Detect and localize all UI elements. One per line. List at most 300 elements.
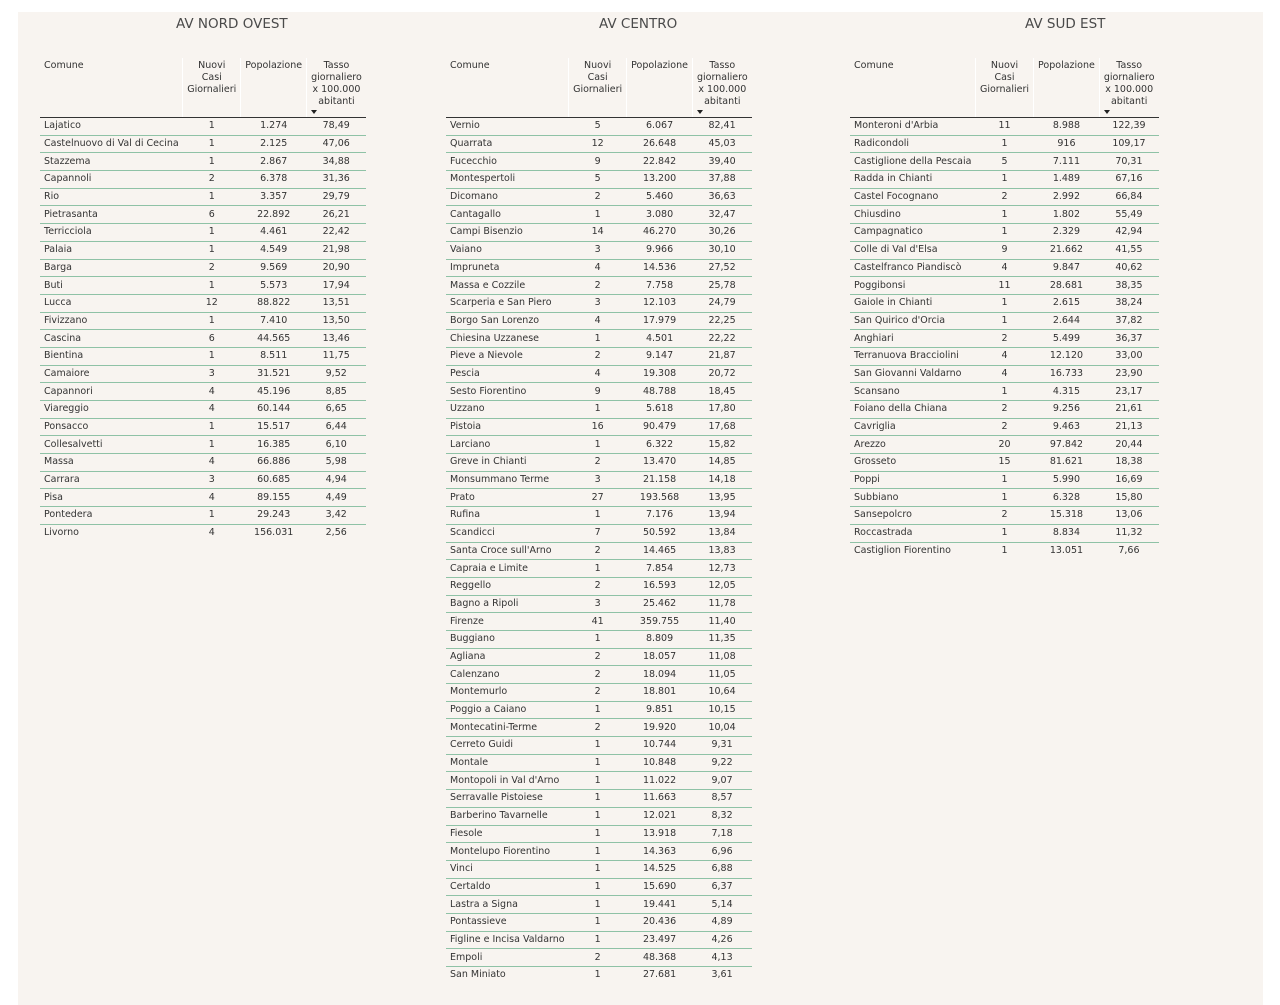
popolazione-cell: 60.144 <box>241 401 307 419</box>
nuovi-casi-cell: 1 <box>569 807 627 825</box>
nuovi-casi-cell: 2 <box>975 418 1033 436</box>
section-title: AV NORD OVEST <box>176 16 288 32</box>
nuovi-casi-cell: 2 <box>569 188 627 206</box>
popolazione-cell: 25.462 <box>627 595 693 613</box>
tasso-cell: 3,42 <box>307 507 366 525</box>
table-row <box>850 418 1159 436</box>
comune-cell: Massa e Cozzile <box>446 277 569 295</box>
comune-cell: Colle di Val d'Elsa <box>850 241 975 259</box>
nuovi-casi-cell: 2 <box>975 507 1033 525</box>
table-row <box>40 507 366 525</box>
sort-descending-icon[interactable] <box>311 110 317 114</box>
comune-cell: San Giovanni Valdarno <box>850 365 975 383</box>
popolazione-cell: 1.802 <box>1034 206 1100 224</box>
comune-cell: Montecatini-Terme <box>446 719 569 737</box>
tasso-cell: 21,61 <box>1099 401 1158 419</box>
comune-cell: Barberino Tavarnelle <box>446 807 569 825</box>
comune-cell: Montopoli in Val d'Arno <box>446 772 569 790</box>
comune-cell: Firenze <box>446 613 569 631</box>
comune-cell: Castiglione della Pescaia <box>850 153 975 171</box>
nuovi-casi-cell: 1 <box>569 913 627 931</box>
table-row <box>850 330 1159 348</box>
popolazione-cell: 14.465 <box>627 542 693 560</box>
tasso-cell: 5,98 <box>307 454 366 472</box>
tasso-cell: 12,73 <box>692 560 751 578</box>
nuovi-casi-cell: 2 <box>569 577 627 595</box>
comune-cell: Pistoia <box>446 418 569 436</box>
tasso-cell: 3,61 <box>711 969 733 981</box>
tasso-cell: 2,56 <box>325 527 347 539</box>
popolazione-cell: 12.103 <box>627 294 693 312</box>
table-row <box>40 277 366 295</box>
tasso-cell: 24,79 <box>692 294 751 312</box>
table-row <box>446 489 752 507</box>
comune-cell: Pietrasanta <box>40 206 183 224</box>
nuovi-casi-cell: 1 <box>183 277 241 295</box>
tasso-cell: 12,05 <box>692 577 751 595</box>
table-row <box>850 118 1159 136</box>
comune-cell: Sesto Fiorentino <box>446 383 569 401</box>
comune-cell: San Quirico d'Orcia <box>850 312 975 330</box>
nuovi-casi-cell: 2 <box>569 684 627 702</box>
tasso-cell: 39,40 <box>692 153 751 171</box>
table-row <box>446 825 752 843</box>
comune-cell: Cerreto Guidi <box>446 737 569 755</box>
table-row <box>446 878 752 896</box>
table-row <box>446 383 752 401</box>
table-row <box>446 347 752 365</box>
comune-cell: Buti <box>40 277 183 295</box>
table-row <box>40 294 366 312</box>
popolazione-cell: 15.690 <box>627 878 693 896</box>
table-row <box>446 294 752 312</box>
popolazione-cell: 6.328 <box>1034 489 1100 507</box>
table-row <box>40 401 366 419</box>
nuovi-casi-cell: 4 <box>569 259 627 277</box>
table-row <box>850 507 1159 525</box>
nuovi-casi-cell: 1 <box>569 630 627 648</box>
popolazione-cell: 3.357 <box>241 188 307 206</box>
comune-cell: Cascina <box>40 330 183 348</box>
nuovi-casi-cell: 7 <box>569 524 627 542</box>
comune-cell: Monsummano Terme <box>446 471 569 489</box>
table-row <box>446 401 752 419</box>
comune-cell: Lajatico <box>40 118 183 136</box>
table-row <box>850 259 1159 277</box>
tasso-cell: 6,37 <box>692 878 751 896</box>
popolazione-cell: 5.573 <box>241 277 307 295</box>
comune-cell: Roccastrada <box>850 524 975 542</box>
comune-cell: Figline e Incisa Valdarno <box>446 931 569 949</box>
popolazione-cell: 15.318 <box>1034 507 1100 525</box>
tasso-cell: 13,50 <box>307 312 366 330</box>
tasso-cell: 13,84 <box>692 524 751 542</box>
popolazione-cell: 5.499 <box>1034 330 1100 348</box>
tasso-cell: 7,66 <box>1118 544 1140 556</box>
tasso-cell: 6,10 <box>307 436 366 454</box>
nuovi-casi-cell: 15 <box>975 454 1033 472</box>
column-header-popolazione[interactable]: Popolazione <box>241 58 307 118</box>
table-row <box>446 188 752 206</box>
tasso-cell: 38,24 <box>1099 294 1158 312</box>
tasso-cell: 18,45 <box>692 383 751 401</box>
table-row <box>446 790 752 808</box>
tasso-cell: 11,08 <box>692 648 751 666</box>
nuovi-casi-cell: 5 <box>569 118 627 136</box>
tasso-cell: 16,69 <box>1099 471 1158 489</box>
popolazione-cell: 6.067 <box>627 118 693 136</box>
tasso-cell: 14,85 <box>692 454 751 472</box>
nuovi-casi-cell: 1 <box>975 294 1033 312</box>
popolazione-cell: 916 <box>1034 135 1100 153</box>
comune-cell: Lastra a Signa <box>446 896 569 914</box>
comune-cell: Serravalle Pistoiese <box>446 790 569 808</box>
tasso-cell: 55,49 <box>1099 206 1158 224</box>
nuovi-casi-cell: 4 <box>975 365 1033 383</box>
popolazione-cell: 1.489 <box>1034 171 1100 189</box>
popolazione-cell: 10.848 <box>627 754 693 772</box>
tasso-cell: 40,62 <box>1099 259 1158 277</box>
nuovi-casi-cell: 1 <box>975 471 1033 489</box>
comune-cell: Campagnatico <box>850 224 975 242</box>
table-body <box>850 118 1159 560</box>
tasso-cell: 27,52 <box>692 259 751 277</box>
popolazione-cell: 2.992 <box>1034 188 1100 206</box>
table-row <box>446 684 752 702</box>
table-row <box>446 418 752 436</box>
tasso-cell: 18,38 <box>1099 454 1158 472</box>
popolazione-cell: 19.308 <box>627 365 693 383</box>
popolazione-cell: 4.501 <box>627 330 693 348</box>
column-header-tasso[interactable] <box>1099 58 1158 118</box>
nuovi-casi-cell: 2 <box>569 666 627 684</box>
popolazione-cell: 21.158 <box>627 471 693 489</box>
nuovi-casi-cell: 3 <box>569 471 627 489</box>
table-row <box>850 524 1159 542</box>
popolazione-cell: 8.834 <box>1034 524 1100 542</box>
table-row <box>850 401 1159 419</box>
table-row <box>446 595 752 613</box>
popolazione-cell: 9.569 <box>241 259 307 277</box>
sort-descending-icon[interactable] <box>697 110 703 114</box>
nuovi-casi-cell: 1 <box>569 860 627 878</box>
popolazione-cell: 22.892 <box>241 206 307 224</box>
comune-cell: Terranuova Bracciolini <box>850 347 975 365</box>
tasso-cell: 36,63 <box>692 188 751 206</box>
column-header-comune[interactable]: Comune <box>850 58 975 118</box>
column-header-nuovi-casi[interactable]: Nuovi Casi Giornalieri <box>569 58 627 118</box>
nuovi-casi-cell: 2 <box>569 347 627 365</box>
nuovi-casi-cell: 4 <box>975 347 1033 365</box>
comune-cell: Vinci <box>446 860 569 878</box>
tasso-cell: 30,26 <box>692 224 751 242</box>
comune-cell: Radicondoli <box>850 135 975 153</box>
tasso-cell: 8,57 <box>692 790 751 808</box>
comune-cell: San Miniato <box>450 969 506 981</box>
tasso-cell: 29,79 <box>307 188 366 206</box>
popolazione-cell: 48.788 <box>627 383 693 401</box>
table-row <box>40 471 366 489</box>
column-header-popolazione[interactable]: Popolazione <box>627 58 693 118</box>
tasso-cell: 11,78 <box>692 595 751 613</box>
table-row <box>850 489 1159 507</box>
comune-cell: Camaiore <box>40 365 183 383</box>
table-row <box>446 648 752 666</box>
comune-cell: Bientina <box>40 347 183 365</box>
popolazione-cell: 359.755 <box>627 613 693 631</box>
popolazione-cell: 2.125 <box>241 135 307 153</box>
comune-cell: Agliana <box>446 648 569 666</box>
comune-cell: Pescia <box>446 365 569 383</box>
comune-cell: Poppi <box>850 471 975 489</box>
comune-cell: Fiesole <box>446 825 569 843</box>
popolazione-cell: 11.022 <box>627 772 693 790</box>
popolazione-cell: 18.094 <box>627 666 693 684</box>
nuovi-casi-cell: 1 <box>569 330 627 348</box>
nuovi-casi-cell: 1 <box>594 969 601 981</box>
nuovi-casi-cell: 1 <box>569 772 627 790</box>
popolazione-cell: 9.966 <box>627 241 693 259</box>
popolazione-cell: 22.842 <box>627 153 693 171</box>
table-row <box>40 206 366 224</box>
table-row <box>446 259 752 277</box>
popolazione-cell: 12.120 <box>1034 347 1100 365</box>
table-row <box>446 118 752 136</box>
nuovi-casi-cell: 1 <box>183 507 241 525</box>
column-header-tasso-label: Tasso giornaliero x 100.000 abitanti <box>1103 60 1155 107</box>
table-row <box>446 931 752 949</box>
comune-cell: Fucecchio <box>446 153 569 171</box>
tasso-cell: 37,82 <box>1099 312 1158 330</box>
table-row <box>446 719 752 737</box>
column-header-popolazione[interactable]: Popolazione <box>1034 58 1100 118</box>
nuovi-casi-cell: 1 <box>569 507 627 525</box>
table-row <box>446 701 752 719</box>
nuovi-casi-cell: 1 <box>183 188 241 206</box>
comune-cell: Campi Bisenzio <box>446 224 569 242</box>
tasso-cell: 36,37 <box>1099 330 1158 348</box>
popolazione-cell: 13.918 <box>627 825 693 843</box>
popolazione-cell: 16.385 <box>241 436 307 454</box>
column-header-nuovi-casi[interactable]: Nuovi Casi Giornalieri <box>183 58 241 118</box>
nuovi-casi-cell: 2 <box>569 542 627 560</box>
nuovi-casi-cell: 6 <box>183 206 241 224</box>
table-row <box>850 312 1159 330</box>
table-row <box>446 613 752 631</box>
table-row <box>446 135 752 153</box>
table-row <box>850 365 1159 383</box>
nuovi-casi-cell: 2 <box>975 401 1033 419</box>
popolazione-cell: 50.592 <box>627 524 693 542</box>
table-av-nord-ovest <box>40 58 366 542</box>
nuovi-casi-cell: 3 <box>569 294 627 312</box>
tasso-cell: 8,85 <box>307 383 366 401</box>
popolazione-cell: 14.536 <box>627 259 693 277</box>
table-row <box>850 188 1159 206</box>
tasso-cell: 13,83 <box>692 542 751 560</box>
popolazione-cell: 4.315 <box>1034 383 1100 401</box>
comune-cell: Rufina <box>446 507 569 525</box>
popolazione-cell: 26.648 <box>627 135 693 153</box>
column-header-comune[interactable]: Comune <box>40 58 183 118</box>
comune-cell: Collesalvetti <box>40 436 183 454</box>
tasso-cell: 7,18 <box>692 825 751 843</box>
comune-cell: Larciano <box>446 436 569 454</box>
tasso-cell: 13,94 <box>692 507 751 525</box>
comune-cell: Palaia <box>40 241 183 259</box>
nuovi-casi-cell: 41 <box>569 613 627 631</box>
popolazione-cell: 16.733 <box>1034 365 1100 383</box>
table-row <box>446 967 752 984</box>
nuovi-casi-cell: 4 <box>208 527 215 539</box>
tasso-cell: 26,21 <box>307 206 366 224</box>
table-row <box>40 224 366 242</box>
nuovi-casi-cell: 4 <box>975 259 1033 277</box>
column-header-nuovi-casi[interactable]: Nuovi Casi Giornalieri <box>975 58 1033 118</box>
table-row <box>446 454 752 472</box>
popolazione-cell: 28.681 <box>1034 277 1100 295</box>
tasso-cell: 33,00 <box>1099 347 1158 365</box>
table-row <box>40 241 366 259</box>
nuovi-casi-cell: 1 <box>975 489 1033 507</box>
tasso-cell: 6,44 <box>307 418 366 436</box>
table-row <box>40 454 366 472</box>
tasso-cell: 21,98 <box>307 241 366 259</box>
tasso-cell: 5,14 <box>692 896 751 914</box>
table-row <box>446 896 752 914</box>
nuovi-casi-cell: 16 <box>569 418 627 436</box>
tasso-cell: 17,94 <box>307 277 366 295</box>
popolazione-cell: 13.470 <box>627 454 693 472</box>
comune-cell: Dicomano <box>446 188 569 206</box>
tasso-cell: 17,80 <box>692 401 751 419</box>
table-row <box>850 135 1159 153</box>
nuovi-casi-cell: 1 <box>183 436 241 454</box>
popolazione-cell: 8.988 <box>1034 118 1100 136</box>
nuovi-casi-cell: 2 <box>183 259 241 277</box>
comune-cell: Castel Focognano <box>850 188 975 206</box>
popolazione-cell: 23.497 <box>627 931 693 949</box>
nuovi-casi-cell: 14 <box>569 224 627 242</box>
section-title: AV SUD EST <box>1025 16 1106 32</box>
popolazione-cell: 66.886 <box>241 454 307 472</box>
column-header-comune[interactable]: Comune <box>446 58 569 118</box>
tasso-cell: 4,89 <box>692 913 751 931</box>
comune-cell: Gaiole in Chianti <box>850 294 975 312</box>
comune-cell: Stazzema <box>40 153 183 171</box>
popolazione-cell: 16.593 <box>627 577 693 595</box>
tasso-cell: 11,40 <box>692 613 751 631</box>
tasso-cell: 45,03 <box>692 135 751 153</box>
tasso-cell: 13,06 <box>1099 507 1158 525</box>
table-row <box>446 507 752 525</box>
popolazione-cell: 19.441 <box>627 896 693 914</box>
nuovi-casi-cell: 3 <box>183 471 241 489</box>
popolazione-cell: 4.461 <box>241 224 307 242</box>
tasso-cell: 4,94 <box>307 471 366 489</box>
popolazione-cell: 12.021 <box>627 807 693 825</box>
table-row <box>40 153 366 171</box>
nuovi-casi-cell: 1 <box>183 153 241 171</box>
table-row <box>446 666 752 684</box>
tasso-cell: 31,36 <box>307 171 366 189</box>
table-row <box>446 577 752 595</box>
comune-cell: Montespertoli <box>446 171 569 189</box>
table-row <box>446 843 752 861</box>
tasso-cell: 6,65 <box>307 401 366 419</box>
nuovi-casi-cell: 1 <box>975 224 1033 242</box>
popolazione-cell: 19.920 <box>627 719 693 737</box>
nuovi-casi-cell: 1 <box>183 312 241 330</box>
comune-cell: Scansano <box>850 383 975 401</box>
tasso-cell: 47,06 <box>307 135 366 153</box>
tasso-cell: 8,32 <box>692 807 751 825</box>
table-row <box>40 171 366 189</box>
tasso-cell: 37,88 <box>692 171 751 189</box>
nuovi-casi-cell: 9 <box>569 383 627 401</box>
table-row <box>850 347 1159 365</box>
table-row <box>446 913 752 931</box>
popolazione-cell: 9.256 <box>1034 401 1100 419</box>
tasso-cell: 22,42 <box>307 224 366 242</box>
tasso-cell: 4,26 <box>692 931 751 949</box>
tasso-cell: 20,72 <box>692 365 751 383</box>
column-header-tasso[interactable] <box>692 58 751 118</box>
popolazione-cell: 7.176 <box>627 507 693 525</box>
popolazione-cell: 5.990 <box>1034 471 1100 489</box>
table-row <box>850 542 1159 559</box>
table-row <box>446 524 752 542</box>
table-row <box>850 436 1159 454</box>
comune-cell: Chiesina Uzzanese <box>446 330 569 348</box>
sort-descending-icon[interactable] <box>1104 110 1110 114</box>
popolazione-cell: 9.147 <box>627 347 693 365</box>
comune-cell: Vaiano <box>446 241 569 259</box>
popolazione-cell: 81.621 <box>1034 454 1100 472</box>
column-header-tasso[interactable] <box>307 58 366 118</box>
popolazione-cell: 5.618 <box>627 401 693 419</box>
table-row <box>446 171 752 189</box>
popolazione-cell: 7.410 <box>241 312 307 330</box>
nuovi-casi-cell: 1 <box>569 737 627 755</box>
nuovi-casi-cell: 1 <box>569 436 627 454</box>
comune-cell: Scarperia e San Piero <box>446 294 569 312</box>
nuovi-casi-cell: 2 <box>569 719 627 737</box>
popolazione-cell: 18.801 <box>627 684 693 702</box>
table-row <box>446 754 752 772</box>
popolazione-cell: 44.565 <box>241 330 307 348</box>
nuovi-casi-cell: 4 <box>183 383 241 401</box>
popolazione-cell: 7.854 <box>627 560 693 578</box>
comune-cell: Uzzano <box>446 401 569 419</box>
table-row <box>446 949 752 967</box>
popolazione-cell: 2.867 <box>241 153 307 171</box>
tasso-cell: 6,96 <box>692 843 751 861</box>
popolazione-cell: 18.057 <box>627 648 693 666</box>
popolazione-cell: 9.851 <box>627 701 693 719</box>
table-row <box>446 560 752 578</box>
comune-cell: Calenzano <box>446 666 569 684</box>
comune-cell: Ponsacco <box>40 418 183 436</box>
nuovi-casi-cell: 3 <box>569 595 627 613</box>
tasso-cell: 20,90 <box>307 259 366 277</box>
nuovi-casi-cell: 1 <box>569 560 627 578</box>
comune-cell: Quarrata <box>446 135 569 153</box>
comune-cell: Cantagallo <box>446 206 569 224</box>
table-row <box>40 347 366 365</box>
tasso-cell: 9,22 <box>692 754 751 772</box>
tasso-cell: 82,41 <box>692 118 751 136</box>
